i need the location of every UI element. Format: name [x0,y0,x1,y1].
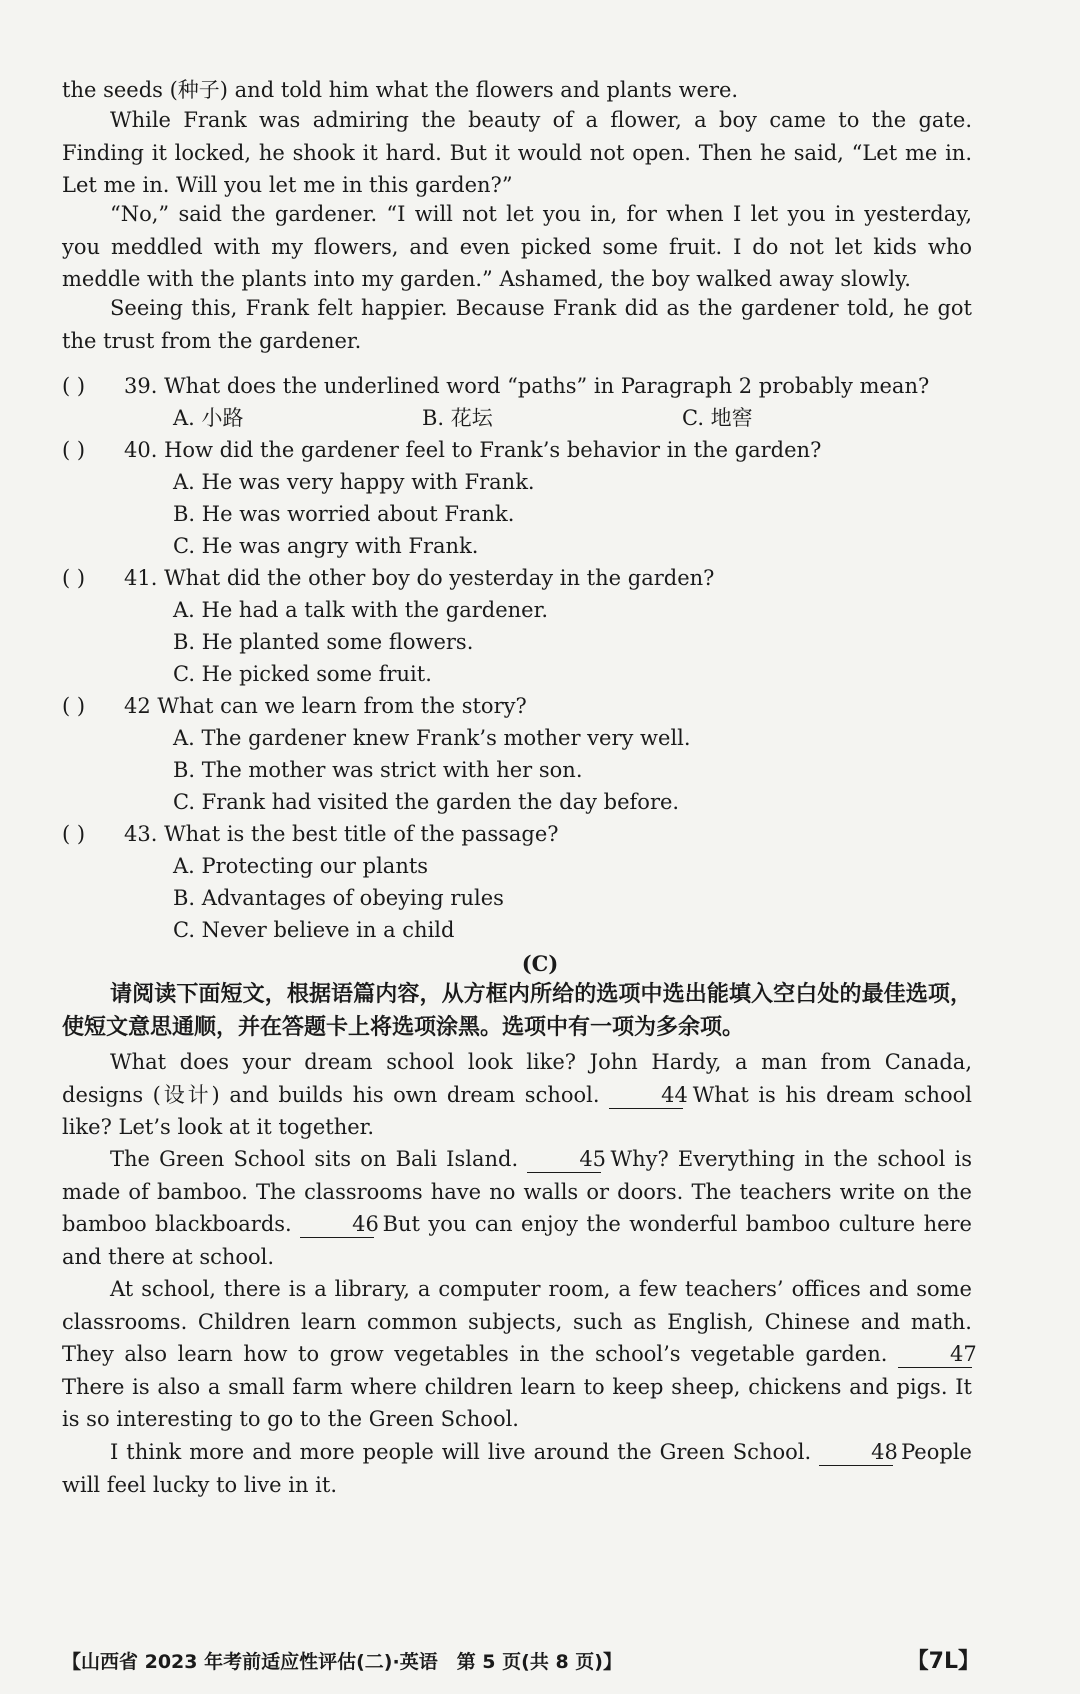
blank-45[interactable]: 45 [527,1146,601,1173]
blank-46[interactable]: 46 [300,1211,374,1238]
option-b: B. The mother was strict with her son. [173,758,583,782]
option-a: A. He was very happy with Frank. [173,470,535,494]
passage-paragraph: “No,” said the gardener. “I will not let you in, for when I let you in yesterday, you meddled with my flowers, and even picked some fruit. I do not let kids who meddle with the plants into my garden.” Ashamed, the boy walked away slowly. [62,202,972,291]
option-a: A. Protecting our plants [173,854,429,878]
option-c: C. Never believe in a child [173,918,455,942]
question-43 [62,818,1002,850]
question-stem: 43. What is the best title of the passage? [124,822,559,846]
option-b: B. He was worried about Frank. [173,502,515,526]
question-stem: 39. What does the underlined word “paths” in Paragraph 2 probably mean? [124,374,930,398]
answer-bracket[interactable]: ( ) [62,374,86,398]
paragraph-text: There is also a small farm where children learn to keep sheep, chickens and pigs. It is so interesting to go to the Green School. [62,1374,972,1431]
question-41 [62,562,1002,594]
option-b: B. Advantages of obeying rules [173,886,504,910]
passage-paragraph [62,1273,977,1436]
question-40 [62,434,1002,466]
option-c: C. He picked some fruit. [173,662,432,686]
option-c: C. He was angry with Frank. [173,534,479,558]
question-stem: 41. What did the other boy do yesterday in the garden? [124,566,715,590]
option-c: C. 地窖 [682,406,753,430]
paragraph-text: The Green School sits on Bali Island. [110,1147,519,1171]
answer-bracket[interactable]: ( ) [62,438,86,462]
option-a: A. He had a talk with the gardener. [173,598,548,622]
option-b: B. 花坛 [422,406,493,430]
question-39 [62,370,1002,402]
question-42 [62,690,1002,722]
section-instruction: 请阅读下面短文，根据语篇内容，从方框内所给的选项中选出能填入空白处的最佳选项，使短文意思通顺，并在答题卡上将选项涂黑。选项中有一项为多余项。 [62,982,972,1040]
blank-44[interactable]: 44 [609,1082,683,1109]
paper-code: 【7L】 [906,1649,980,1674]
answer-bracket[interactable]: ( ) [62,566,86,590]
passage-paragraph [62,1046,972,1144]
paragraph-text: At school, there is a library, a computer room, a few teachers’ offices and some classrooms. Children learn common subjects, such as English, Chinese and math. They also learn how to grow vegetables in the school’s vegetable garden. [62,1277,972,1366]
blank-48[interactable]: 48 [819,1439,893,1466]
paragraph-text: What does your dream school look like? John Hardy, a man from Canada, designs (设计) and builds his own dream school. [62,1050,972,1107]
passage-paragraph [62,1143,972,1273]
paragraph-text: I think more and more people will live around the Green School. [110,1440,812,1464]
option-a: A. 小路 [173,406,244,430]
blank-47[interactable]: 47 [898,1341,972,1368]
answer-bracket[interactable]: ( ) [62,822,86,846]
passage-paragraph: While Frank was admiring the beauty of a flower, a boy came to the gate. Finding it locked, he shook it hard. But it would not open. Then he said, “Let me in. Let me in. Will you let me in this garden?” [62,108,972,197]
paragraph-text: But you can enjoy the wonderful bamboo culture here and there at school. [62,1212,972,1269]
passage-line: the seeds (种子) and told him what the flowers and plants were. [62,78,739,102]
paragraph-text: What is his dream school like? Let’s look at it together. [62,1082,972,1139]
answer-bracket[interactable]: ( ) [62,694,86,718]
passage-paragraph [62,1436,972,1501]
passage-paragraph: Seeing this, Frank felt happier. Because Frank did as the gardener told, he got the trust from the gardener. [62,296,972,353]
option-c: C. Frank had visited the garden the day before. [173,790,680,814]
option-b: B. He planted some flowers. [173,630,474,654]
paragraph-text: People will feel lucky to live in it. [62,1440,972,1497]
page-footer: 【山西省 2023 年考前适应性评估(二)·英语 第 5 页(共 8 页)】 [62,1651,622,1673]
option-a: A. The gardener knew Frank’s mother very well. [173,726,691,750]
question-stem: 42 What can we learn from the story? [124,694,527,718]
paragraph-text: Why? Everything in the school is made of bamboo. The classrooms have no walls or doors. The teachers write on the bamboo blackboards. [62,1147,972,1236]
section-title: (C) [521,951,559,976]
question-stem: 40. How did the gardener feel to Frank’s behavior in the garden? [124,438,822,462]
